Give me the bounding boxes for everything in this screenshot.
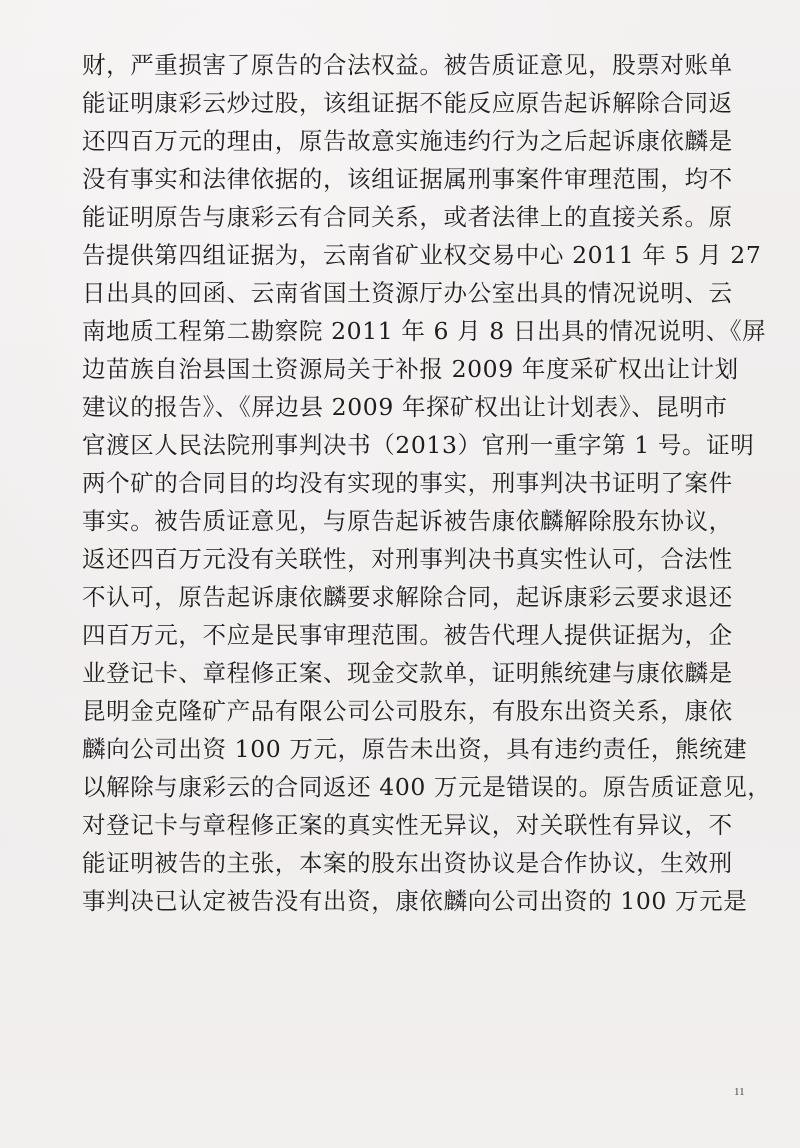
text-line: 还四百万元的理由，原告故意实施违约行为之后起诉康依麟是 — [82, 127, 733, 155]
text-line: 财，严重损害了原告的合法权益。被告质证意见，股票对账单 — [82, 51, 733, 79]
text-line: 事实。被告质证意见，与原告起诉被告康依麟解除股东协议， — [82, 507, 733, 535]
text-line: 业登记卡、章程修正案、现金交款单，证明熊统建与康依麟是 — [82, 659, 733, 687]
text-line: 对登记卡与章程修正案的真实性无异议，对关联性有异议，不 — [82, 811, 733, 839]
text-line: 能证明原告与康彩云有合同关系，或者法律上的直接关系。原 — [82, 203, 733, 231]
text-line: 建议的报告》、《屏边县 2009 年探矿权出让计划表》、昆明市 — [82, 393, 728, 421]
text-line: 不认可，原告起诉康依麟要求解除合同，起诉康彩云要求退还 — [82, 583, 733, 611]
text-line: 没有事实和法律依据的，该组证据属刑事案件审理范围，均不 — [82, 165, 733, 193]
text-line: 返还四百万元没有关联性，对刑事判决书真实性认可，合法性 — [82, 545, 733, 573]
text-line: 事判决已认定被告没有出资，康依麟向公司出资的 100 万元是 — [82, 887, 748, 915]
text-line: 昆明金克隆矿产品有限公司公司股东，有股东出资关系，康依 — [82, 697, 733, 725]
page-number: 11 — [734, 1086, 745, 1098]
text-line: 两个矿的合同目的均没有实现的事实，刑事判决书证明了案件 — [82, 469, 733, 497]
text-line: 官渡区人民法院刑事判决书（2013）官刑一重字第 1 号。证明 — [82, 431, 755, 459]
text-line: 麟向公司出资 100 万元，原告未出资，具有违约责任，熊统建 — [82, 735, 748, 763]
text-line: 四百万元，不应是民事审理范围。被告代理人提供证据为，企 — [82, 621, 733, 649]
text-line: 南地质工程第二勘察院 2011 年 6 月 8 日出具的情况说明、《屏 — [82, 317, 767, 345]
text-line: 以解除与康彩云的合同返还 400 万元是错误的。原告质证意见， — [82, 773, 772, 801]
body-text — [82, 46, 772, 920]
text-line: 告提供第四组证据为，云南省矿业权交易中心 2011 年 5 月 27 — [82, 241, 762, 269]
text-line: 日出具的回函、云南省国土资源厅办公室出具的情况说明、云 — [82, 279, 733, 307]
text-line: 能证明被告的主张，本案的股东出资协议是合作协议，生效刑 — [82, 849, 733, 877]
text-line: 能证明康彩云炒过股，该组证据不能反应原告起诉解除合同返 — [82, 89, 733, 117]
text-line: 边苗族自治县国土资源局关于补报 2009 年度采矿权出让计划 — [82, 355, 739, 383]
